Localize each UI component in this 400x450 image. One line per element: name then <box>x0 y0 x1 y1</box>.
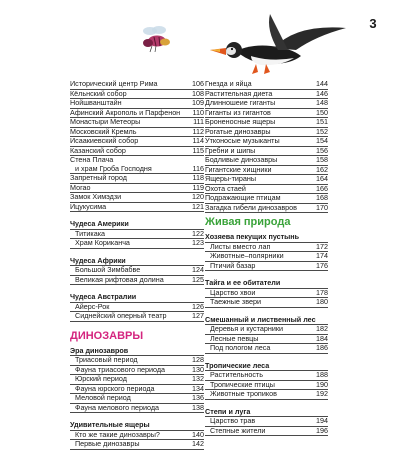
toc-entry[interactable]: Животные–полярники 174 <box>205 252 328 262</box>
toc-entry[interactable]: Большой Зимбабве 124 <box>70 266 204 276</box>
toc-entry[interactable]: Исаакиевский собор 114 <box>70 137 204 145</box>
toc-entry[interactable]: Нойшванштайн 109 <box>70 99 204 107</box>
toc-entry[interactable]: Охота стаей 166 <box>205 184 328 193</box>
toc-entry[interactable]: Исторический центр Рима 106 <box>70 80 204 88</box>
toc-entry[interactable]: Великая рифтовая долина 125 <box>70 276 204 286</box>
toc-entry[interactable]: Рогатые динозавры 152 <box>205 127 328 136</box>
toc-entry[interactable]: Листы вместо лап 172 <box>205 243 328 253</box>
toc-entry[interactable]: Длинношеие гиганты 148 <box>205 99 328 107</box>
toc-entry[interactable]: Московский Кремль 112 <box>70 127 204 136</box>
toc-entry[interactable]: Фауна юрского периода 134 <box>70 385 204 395</box>
toc-entry[interactable]: Царство трав 194 <box>205 417 328 427</box>
toc-left-column <box>70 80 204 450</box>
bee-illustration <box>142 24 176 54</box>
toc-entry[interactable]: Загадка гибели динозавров 170 <box>205 203 328 212</box>
wonders-list <box>70 80 204 212</box>
toc-entry[interactable]: Юрский период 132 <box>70 375 204 385</box>
toc-entry[interactable]: Растительная диета 146 <box>205 89 328 98</box>
toc-entry[interactable]: Храм Кориканча 123 <box>70 239 204 249</box>
toc-entry[interactable]: Сиднейский оперный театр 127 <box>70 312 204 322</box>
toc-entry[interactable]: Кёльнский собор 108 <box>70 89 204 98</box>
toc-entry[interactable]: Царство хвои 178 <box>205 289 328 299</box>
toc-entry[interactable]: Ицукусима 121 <box>70 202 204 211</box>
toc-entry[interactable]: Животные тропиков 192 <box>205 390 328 400</box>
toc-entry[interactable]: Гигантские хищники 162 <box>205 165 328 174</box>
toc-entry[interactable]: Птичий базар 176 <box>205 262 328 272</box>
toc-entry[interactable]: Казанский собор 115 <box>70 146 204 155</box>
subsection-heading: Хозяева пекущих пустынь <box>205 233 328 243</box>
toc-entry[interactable]: Бодливые динозавры 158 <box>205 156 328 164</box>
toc-entry[interactable]: Деревья и кустарники 182 <box>205 325 328 335</box>
subsection-heading: Чудеса Африки <box>70 257 204 267</box>
subsection-heading: Степи и луга <box>205 408 328 418</box>
subsection-heading: Чудеса Америки <box>70 220 204 230</box>
subsection-heading: Тропические леса <box>205 362 328 372</box>
toc-entry[interactable]: Могао 119 <box>70 183 204 192</box>
toc-entry[interactable]: Титикака 122 <box>70 230 204 240</box>
toc-entry[interactable]: Монастыри Метеоры 111 <box>70 118 204 126</box>
page-number: 3 <box>369 16 377 31</box>
toc-entry[interactable]: Таежные звери 180 <box>205 298 328 308</box>
toc-entry[interactable]: Стена Плача <box>70 156 114 164</box>
toc-entry[interactable]: и храм Гроба Господня 116 <box>70 165 204 175</box>
subsection-heading: Удивительные ящеры <box>70 421 204 431</box>
toc-entry[interactable]: Триасовый период 128 <box>70 356 204 366</box>
toc-entry[interactable]: Броненосные ящеры 151 <box>205 118 328 126</box>
toc-entry[interactable]: Степные жители 196 <box>205 427 328 437</box>
toc-entry[interactable]: Утконосые музыканты 154 <box>205 137 328 145</box>
toc-entry[interactable]: Под пологом леса 186 <box>205 344 328 354</box>
toc-entry[interactable]: Гребни и шипы 156 <box>205 146 328 155</box>
toc-entry[interactable]: Растительность 188 <box>205 371 328 381</box>
toc-entry[interactable]: Гнезда и яйца 144 <box>205 80 328 88</box>
toc-entry[interactable]: Айерс-Рок 126 <box>70 303 204 313</box>
section-title-dinosaurs: ДИНОЗАВРЫ <box>70 329 144 342</box>
toc-entry[interactable]: Подражающие птицам 168 <box>205 194 328 202</box>
toc-entry[interactable]: Кто же такие динозавры? 140 <box>70 431 204 441</box>
subsection-heading: Чудеса Австралии <box>70 293 204 303</box>
subsection-heading: Эра динозавров <box>70 347 204 357</box>
toc-entry[interactable]: Афинский Акрополь и Парфенон 110 <box>70 108 204 117</box>
toc-entry[interactable]: Ящеры-тираны 164 <box>205 175 328 183</box>
toc-entry[interactable]: Лесные певцы 184 <box>205 335 328 345</box>
subsection-heading: Тайга и ее обитатели <box>205 279 328 289</box>
toc-entry[interactable]: Гиганты из гигантов 150 <box>205 108 328 117</box>
subsection-heading: Смешанный и лиственный лес <box>205 316 328 326</box>
toc-right-column <box>205 80 328 436</box>
toc-entry[interactable]: Первые динозавры 142 <box>70 440 204 450</box>
toc-entry[interactable]: Запретный город 118 <box>70 174 204 182</box>
toc-entry[interactable]: Меловой период 136 <box>70 394 204 404</box>
toc-entry[interactable]: Замок Химэдзи 120 <box>70 193 204 201</box>
toc-entry[interactable]: Фауна мелового периода 138 <box>70 404 204 414</box>
puffin-illustration <box>196 6 356 86</box>
section-title-nature: Живая природа <box>205 216 291 228</box>
toc-entry[interactable]: Тропические птицы 190 <box>205 381 328 391</box>
toc-entry[interactable]: Фауна триасового периода 130 <box>70 366 204 376</box>
